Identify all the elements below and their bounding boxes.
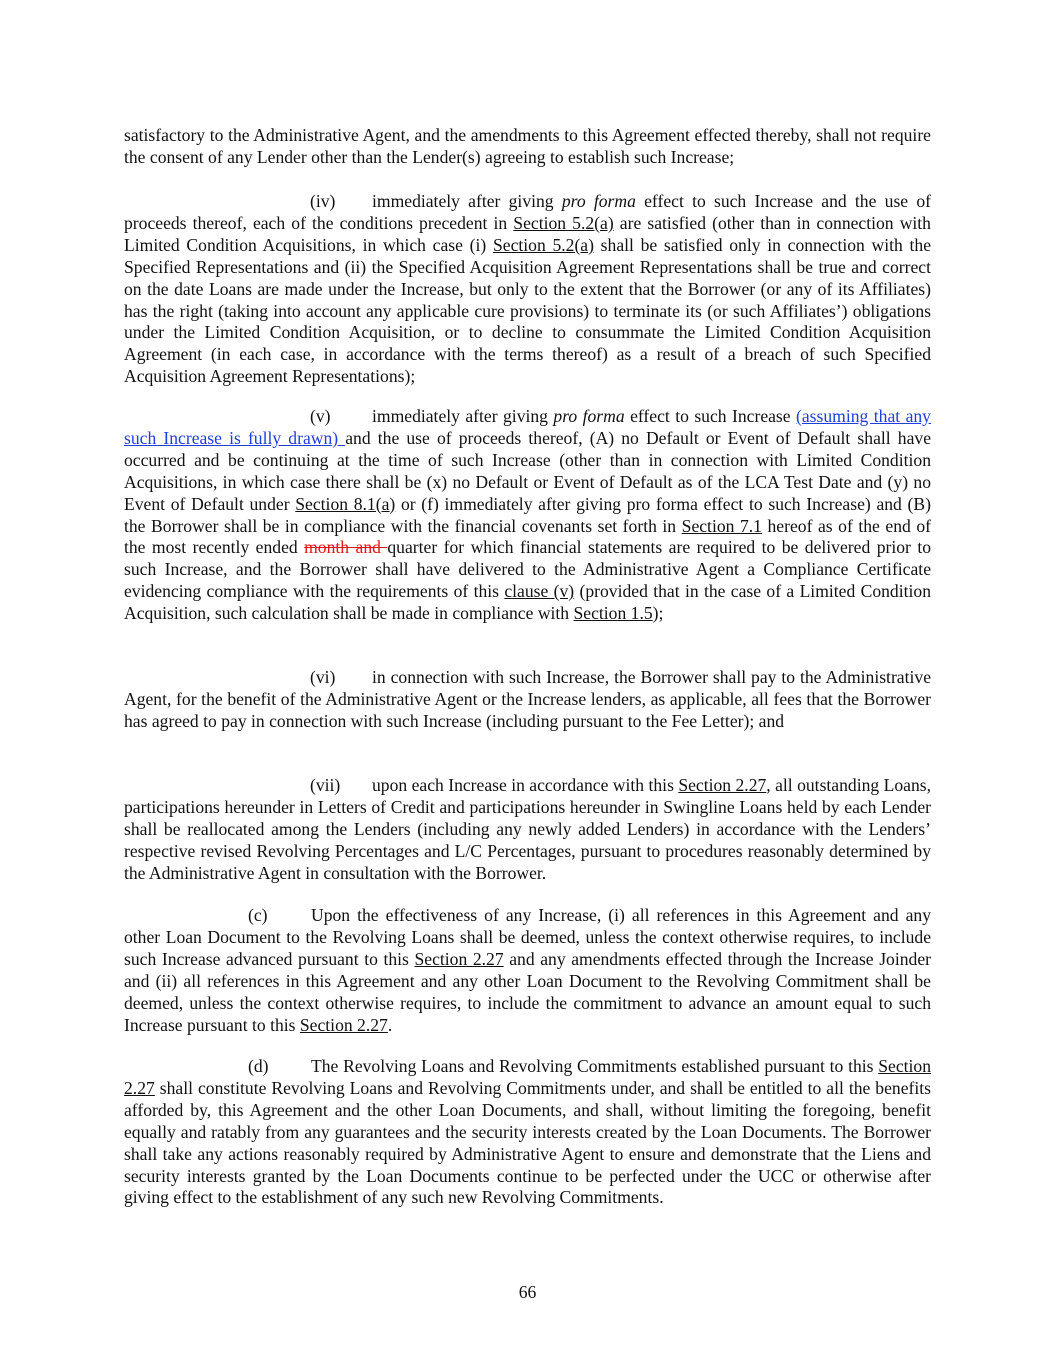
clause-number: (vii) bbox=[310, 775, 341, 795]
paragraph-c: (c) Upon the effectiveness of any Increase, (i) all references in this Agreement and any other Loan Document to the Revolving Loans shall be deemed, unless the context otherwise requires, to include such Increase advanced pursuant to this Section 2.27 and any amendments effected through the Increase Joinder and (ii) all references in this Agreement and any other Loan Document to the Revolving Commitment shall be deemed, unless the context otherwise requires, to include the commitment to advance an amount equal to such Increase pursuant to this Section 2.27. bbox=[124, 905, 931, 1035]
section-reference: Section 2.27 bbox=[678, 775, 767, 795]
section-reference: Section 5.2(a) bbox=[513, 212, 614, 233]
section-reference: Section 2.27 bbox=[414, 948, 504, 969]
paragraph-vi: (vi) in connection with such Increase, the Borrower shall pay to the Administrative Agent, for the benefit of the Administrative Agent or the Increase lenders, as applicable, all fees that the Borrower has agreed to pay in connection with such Increase (including pursuant to the Fee Letter); and bbox=[124, 667, 931, 731]
section-reference: Section 2.27 bbox=[299, 1014, 388, 1035]
clause-number: (v) bbox=[310, 406, 331, 426]
section-reference: Section 2.27 bbox=[124, 1056, 931, 1098]
section-reference: Section 7.1 bbox=[681, 515, 762, 536]
section-reference: Section 5.2(a) bbox=[492, 234, 594, 255]
section-reference: Section 8.1(a) bbox=[295, 493, 396, 514]
clause-number: (c) bbox=[248, 905, 268, 925]
inserted-text: (assuming that any such Increase is fully drawn) bbox=[124, 406, 931, 448]
paragraph-vii: (vii) upon each Increase in accordance with this Section 2.27, all outstanding Loans, participations hereunder in Letters of Credit and participations hereunder in Swingline Loans held by each Lender shall be reallocated among the Lenders (including any newly added Lenders) in accordance with the Lenders’ respective revised Revolving Percentages and L/C Percentages, pursuant to procedures reasonably determined by the Administrative Agent in consultation with the Borrower. bbox=[124, 775, 931, 883]
clause-reference: clause (v) bbox=[504, 581, 575, 602]
page-number: 66 bbox=[518, 1282, 537, 1302]
paragraph-iv: (iv) immediately after giving pro forma effect to such Increase and the use of proceeds thereof, each of the conditions precedent in Section 5.2(a) are satisfied (other than in connection with Limited Condition Acquisitions, in which case (i) Section 5.2(a) shall be satisfied only in connection with the Specified Representations and (ii) the Specified Acquisition Agreement Representations shall be true and correct on the date Loans are made under the Increase, but only to the extent that the Borrower (or any of its Affiliates) has the right (taking into account any applicable cure provisions) to terminate its (or such Affiliates’) obligations under the Limited Condition Acquisition, or to decline to consummate the Limited Condition Acquisition Agreement (in each case, in accordance with the terms thereof) as a result of a breach of such Specified Acquisition Agreement Representations); bbox=[124, 191, 931, 387]
paragraph-v: (v) immediately after giving pro forma effect to such Increase (assuming that any such Increase is fully drawn) and the use of proceeds thereof, (A) no Default or Event of Default shall have occurred and be continuing at the time of such Increase (other than in connection with Limited Condition Acquisitions, in which case there shall be (x) no Default or Event of Default as of the LCA Test Date and (y) no Event of Default under Section 8.1(a) or (f) immediately after giving pro forma effect to such Increase) and (B) the Borrower shall be in compliance with the financial covenants set forth in Section 7.1 hereof as of the end of the most recently ended month and quarter for which financial statements are required to be delivered prior to such Increase, and the Borrower shall have delivered to the Administrative Agent a Compliance Certificate evidencing compliance with the requirements of this clause (v) (provided that in the case of a Limited Condition Acquisition, such calculation shall be made in compliance with Section 1.5); bbox=[124, 406, 932, 624]
paragraph-d: (d) The Revolving Loans and Revolving Commitments established pursuant to this Section 2.27 shall constitute Revolving Loans and Revolving Commitments under, and shall be entitled to all the benefits afforded by, this Agreement and the other Loan Documents, and shall, without limiting the foregoing, benefit equally and ratably from any guarantees and the security interests created by the Loan Documents. The Borrower shall take any actions reasonably required by Administrative Agent to ensure and demonstrate that the Liens and security interests granted by the Loan Documents continue to be perfected under the UCC or otherwise after giving effect to the establishment of any such new Revolving Commitments. bbox=[124, 1056, 931, 1208]
clause-number: (vi) bbox=[310, 667, 336, 687]
clause-number: (iv) bbox=[310, 191, 336, 211]
section-reference: Section 1.5 bbox=[573, 603, 653, 624]
deleted-text: month and bbox=[304, 537, 388, 558]
clause-number: (d) bbox=[248, 1056, 269, 1076]
paragraph-continuation: satisfactory to the Administrative Agent, and the amendments to this Agreement effected thereby, shall not require the consent of any Lender other than the Lender(s) agreeing to establish such Increase; bbox=[124, 125, 931, 167]
